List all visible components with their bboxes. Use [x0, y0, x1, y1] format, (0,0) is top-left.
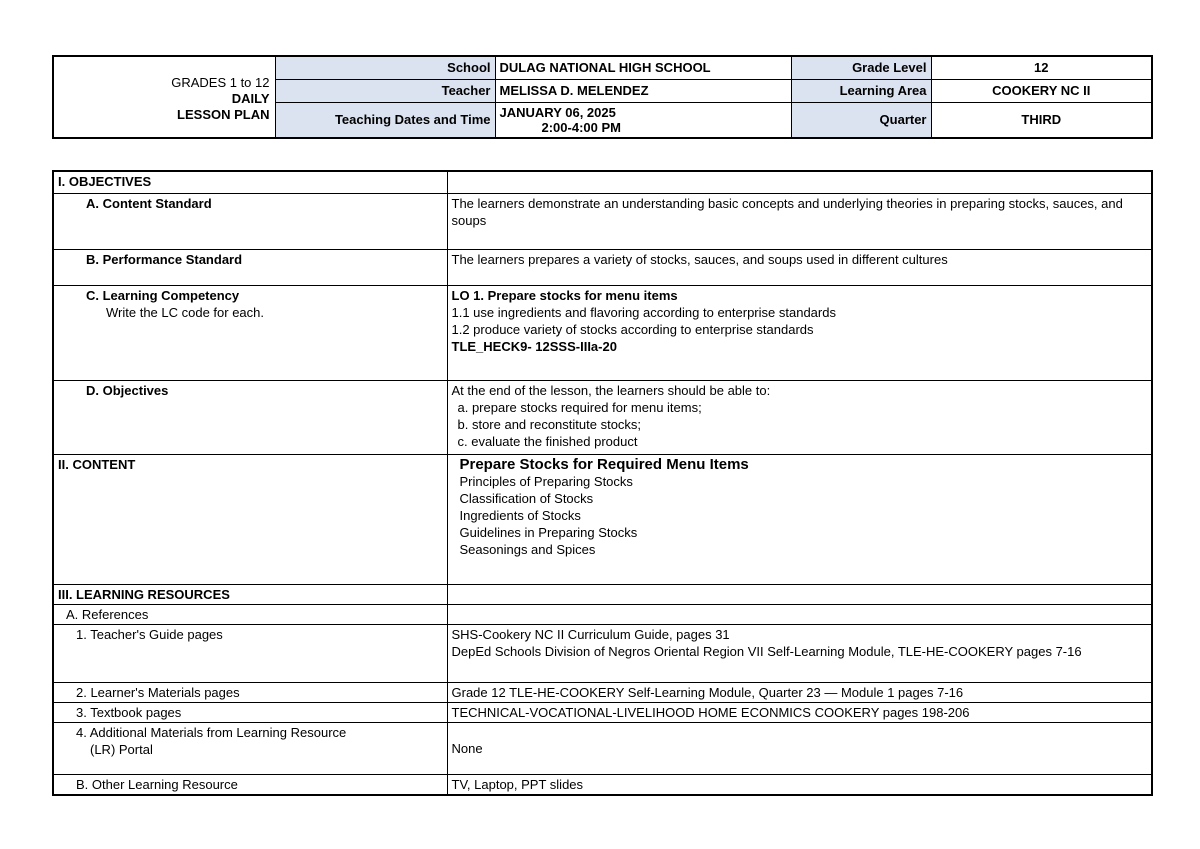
- dates-value: [495, 102, 791, 138]
- performance-standard-label: B. Performance Standard: [53, 249, 447, 285]
- objectives-heading-blank: [447, 171, 1152, 193]
- quarter-label: Quarter: [791, 102, 931, 138]
- resources-heading: III. LEARNING RESOURCES: [53, 584, 447, 604]
- dates-value-time: 2:00-4:00 PM: [541, 119, 621, 135]
- competency-label: C. Learning Competency: [86, 287, 240, 303]
- title-line-1: GRADES 1 to 12: [171, 75, 270, 90]
- resources-heading-blank: [447, 584, 1152, 604]
- content-heading: II. CONTENT: [53, 454, 447, 584]
- am-value: None: [447, 722, 1152, 774]
- dates-value-date: JANUARY 06, 2025: [499, 104, 616, 120]
- lesson-plan-table: [52, 170, 1153, 796]
- content-item: Classification of Stocks: [459, 490, 594, 506]
- objective-item: b. store and reconstitute stocks;: [457, 416, 642, 432]
- tg-value-line-1: SHS-Cookery NC II Curriculum Guide, pages 31: [451, 626, 730, 642]
- tg-label: 1. Teacher's Guide pages: [53, 624, 447, 682]
- am-label: [53, 722, 447, 774]
- references-blank: [447, 604, 1152, 624]
- dates-label: Teaching Dates and Time: [275, 102, 495, 138]
- tg-value: [447, 624, 1152, 682]
- performance-standard-value: The learners prepares a variety of stocks, sauces, and soups used in different cultures: [447, 249, 1152, 285]
- content-standard-value: The learners demonstrate an understanding basic concepts and underlying theories in preparing stocks, sauces, and soups: [447, 193, 1152, 249]
- am-label-line-2: (LR) Portal: [90, 741, 153, 757]
- tb-value: TECHNICAL-VOCATIONAL-LIVELIHOOD HOME ECONMICS COOKERY pages 198-206: [447, 702, 1152, 722]
- objective-item: a. prepare stocks required for menu items;: [457, 399, 702, 415]
- am-label-line-1: 4. Additional Materials from Learning Resource: [76, 724, 347, 740]
- quarter-value: THIRD: [931, 102, 1152, 138]
- learning-area-value: COOKERY NC II: [931, 79, 1152, 102]
- competency-lo: LO 1. Prepare stocks for menu items: [451, 287, 678, 303]
- title-line-3: LESSON PLAN: [177, 107, 270, 122]
- objectives-value: [447, 380, 1152, 454]
- grade-level-label: Grade Level: [791, 56, 931, 79]
- objectives-label: D. Objectives: [53, 380, 447, 454]
- references-label: A. References: [53, 604, 447, 624]
- learning-area-label: Learning Area: [791, 79, 931, 102]
- content-item: Guidelines in Preparing Stocks: [459, 524, 638, 540]
- content-standard-label: A. Content Standard: [53, 193, 447, 249]
- objective-item: c. evaluate the finished product: [457, 433, 638, 449]
- lm-value: Grade 12 TLE-HE-COOKERY Self-Learning Module, Quarter 23 — Module 1 pages 7-16: [447, 682, 1152, 702]
- tb-label: 3. Textbook pages: [53, 702, 447, 722]
- competency-code: TLE_HECK9- 12SSS-IIIa-20: [451, 338, 617, 354]
- school-value: DULAG NATIONAL HIGH SCHOOL: [495, 56, 791, 79]
- lm-label: 2. Learner's Materials pages: [53, 682, 447, 702]
- objectives-heading: I. OBJECTIVES: [53, 171, 447, 193]
- content-item: Principles of Preparing Stocks: [459, 473, 633, 489]
- teacher-label: Teacher: [275, 79, 495, 102]
- school-label: School: [275, 56, 495, 79]
- grade-level-value: 12: [931, 56, 1152, 79]
- competency-label-cell: [53, 285, 447, 380]
- competency-note: Write the LC code for each.: [106, 304, 265, 320]
- content-item: Seasonings and Spices: [459, 541, 596, 557]
- content-title: Prepare Stocks for Required Menu Items: [459, 455, 749, 473]
- plan-title: [53, 56, 275, 138]
- other-label: B. Other Learning Resource: [53, 774, 447, 795]
- competency-item-2: 1.2 produce variety of stocks according to enterprise standards: [451, 321, 814, 337]
- content-item: Ingredients of Stocks: [459, 507, 581, 523]
- title-line-2: DAILY: [231, 91, 270, 106]
- header-table: [52, 55, 1153, 139]
- teacher-value: MELISSA D. MELENDEZ: [495, 79, 791, 102]
- tg-value-line-2: DepEd Schools Division of Negros Oriental Region VII Self-Learning Module, TLE-HE-COOKERY pages 7-16: [451, 643, 1082, 659]
- content-value: [447, 454, 1152, 584]
- objectives-intro: At the end of the lesson, the learners should be able to:: [451, 382, 771, 398]
- competency-item-1: 1.1 use ingredients and flavoring according to enterprise standards: [451, 304, 836, 320]
- competency-value: [447, 285, 1152, 380]
- other-value: TV, Laptop, PPT slides: [447, 774, 1152, 795]
